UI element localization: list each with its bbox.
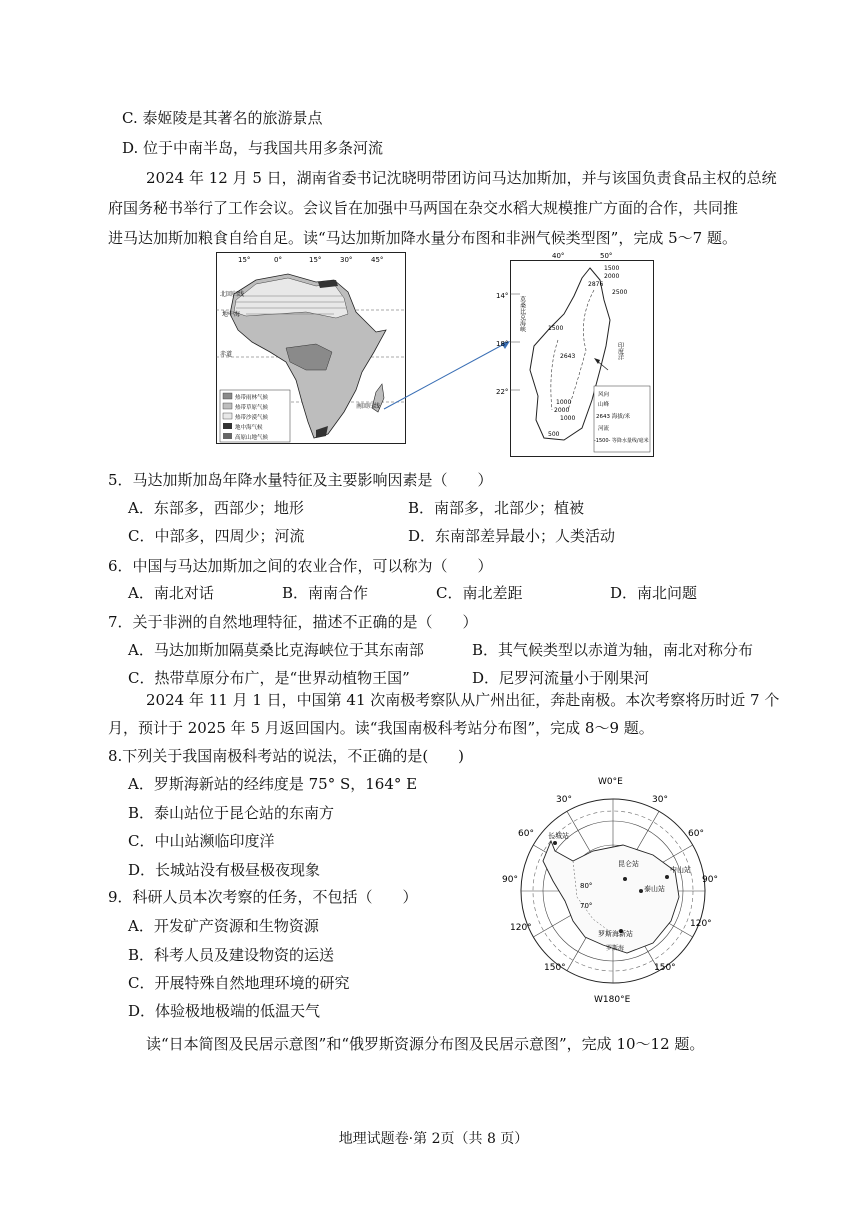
legend-4: 地中海气候 (235, 425, 263, 431)
intro3: 读“日本简图及民居示意图”和“俄罗斯资源分布图及民居示意图”，完成 10～12 题。 (146, 1035, 705, 1053)
mad-lat-1: 14° (496, 292, 509, 300)
label-w180e: W180°E (594, 995, 631, 1005)
legend-5: 高原山地气候 (235, 435, 269, 441)
deg-30-left: 30° (556, 795, 572, 805)
q5-option-d: D．东南部差异最小；人类活动 (408, 527, 616, 545)
madagascar-precip-map (496, 250, 656, 462)
page-footer: 地理试题卷·第 2页（共 8 页） (338, 1131, 529, 1147)
mad-lat-2: 18° (496, 340, 509, 348)
lat-70: 70° (580, 902, 593, 910)
isohyet-3: 2500 (612, 289, 628, 296)
q8-option-d: D．长城站没有极昼极夜现象 (128, 861, 321, 879)
station-kunlun: 昆仑站 (618, 860, 639, 868)
mad-lon-1: 40° (552, 252, 565, 260)
deg-90-left: 90° (502, 875, 518, 885)
isohyet-2: 2000 (604, 273, 620, 280)
q7-option-b: B．其气候类型以赤道为轴，南北对称分布 (472, 641, 754, 659)
isohyet-8: 500 (548, 431, 560, 438)
q8-option-c: C．中山站濒临印度洋 (128, 832, 275, 850)
intro1-line3: 进马达加斯加粮食自给自足。读“马达加斯加降水量分布图和非洲气候类型图”，完成 5～7 题。 (108, 229, 737, 247)
mad-legend-1: 风向 (598, 392, 610, 398)
q8-option-b: B．泰山站位于昆仑站的东南方 (128, 804, 335, 822)
peak-1: 2876 (588, 281, 604, 288)
legend-2: 热带草原气候 (235, 405, 269, 411)
mad-legend-4: 河流 (598, 426, 610, 432)
label-equator: 赤道 (220, 351, 233, 358)
q6-stem: 6．中国与马达加斯加之间的农业合作，可以称为（ ） (108, 557, 493, 575)
deg-90-right: 90° (702, 875, 718, 885)
q5-option-a: A．东部多，西部少；地形 (128, 499, 304, 517)
station-great-wall: 长城站 (548, 832, 569, 840)
deg-60-right: 60° (688, 829, 704, 839)
label-indian-ocean: 印度洋 (616, 342, 624, 360)
peak-2: 2643 (560, 353, 576, 360)
isohyet-1: 1500 (604, 265, 620, 272)
label-mozambique-channel: 莫桑比克海峡 (518, 296, 526, 332)
q6-option-b: B．南南合作 (282, 584, 369, 602)
intro1-line1: 2024 年 12 月 5 日，湖南省委书记沈晓明带团访问马达加斯加，并与该国负责食品主权的总统 (146, 169, 777, 187)
q9-option-b: B．科考人员及建设物资的运送 (128, 946, 335, 964)
mad-legend-3: 2643 海拔/米 (596, 414, 631, 420)
label-mediterranean: 地中海 (222, 311, 241, 318)
connector-arrow (380, 335, 515, 419)
q7-option-a: A．马达加斯加隔莫桑比克海峡位于其东南部 (128, 641, 424, 659)
lon-label-3: 15° (309, 256, 322, 264)
label-ross-sea: 罗斯海 (606, 945, 625, 952)
q8-stem: 8.下列关于我国南极科考站的说法，不正确的是( ) (108, 747, 465, 765)
q7-option-d: D．尼罗河流量小于刚果河 (472, 669, 650, 687)
deg-150-left: 150° (544, 963, 566, 973)
isohyet-4: 1500 (548, 325, 564, 332)
q9-stem: 9．科研人员本次考察的任务，不包括（ ） (108, 888, 418, 906)
station-zhongshan: 中山站 (670, 866, 691, 874)
q6-option-c: C．南北差距 (436, 584, 523, 602)
madagascar-legend (594, 386, 650, 452)
lon-label-4: 30° (340, 256, 353, 264)
lat-80: 80° (580, 882, 593, 890)
deg-30-right: 30° (652, 795, 668, 805)
africa-climate-map (216, 252, 406, 448)
q5-stem: 5．马达加斯加岛年降水量特征及主要影响因素是（ ） (108, 471, 493, 489)
mad-legend-5: -1500- 等降水量线/毫米 (594, 438, 649, 444)
intro1-line2: 府国务秘书举行了工作会议。会议旨在加强中马两国在杂交水稻大规模推广方面的合作，共同推 (108, 199, 739, 217)
antarctic-station-map (498, 774, 728, 1008)
prev-option-c: C. 泰姬陵是其著名的旅游景点 (122, 109, 323, 127)
q5-option-c: C．中部多，四周少；河流 (128, 527, 305, 545)
label-tropic-north: 北回归线 (220, 291, 245, 298)
q6-option-d: D．南北问题 (610, 584, 698, 602)
deg-120-right: 120° (690, 919, 712, 929)
q5-option-b: B．南部多，北部少；植被 (408, 499, 585, 517)
lon-label-1: 15° (238, 256, 251, 264)
isohyet-5: 1000 (556, 399, 572, 406)
legend-1: 热带雨林气候 (235, 395, 269, 401)
station-taishan: 泰山站 (644, 885, 665, 893)
mad-legend-2: 山峰 (598, 402, 610, 408)
q9-option-d: D．体验极地极端的低温天气 (128, 1002, 321, 1020)
intro2-line2: 月，预计于 2025 年 5 月返回国内。读“我国南极科考站分布图”，完成 8～9 题。 (108, 719, 654, 737)
mad-lon-2: 50° (600, 252, 613, 260)
q8-option-a: A．罗斯海新站的经纬度是 75° S，164° E (128, 775, 418, 793)
intro2-line1: 2024 年 11 月 1 日，中国第 41 次南极考察队从广州出征，奔赴南极。本次考察将历时近 7 个 (146, 691, 780, 709)
station-ross-sea: 罗斯海新站 (598, 930, 633, 938)
legend-3: 热带沙漠气候 (235, 415, 269, 421)
lon-label-2: 0° (274, 256, 282, 264)
q7-option-c: C．热带草原分布广，是“世界动植物王国” (128, 669, 410, 687)
isohyet-6: 2000 (554, 407, 570, 414)
lon-label-5: 45° (371, 256, 384, 264)
deg-60-left: 60° (518, 829, 534, 839)
q9-option-a: A．开发矿产资源和生物资源 (128, 917, 319, 935)
isohyet-7: 1000 (560, 415, 576, 422)
q9-option-c: C．开展特殊自然地理环境的研究 (128, 974, 350, 992)
mad-lat-3: 22° (496, 388, 509, 396)
deg-120-left: 120° (510, 923, 532, 933)
deg-150-right: 150° (654, 963, 676, 973)
prev-option-d: D. 位于中南半岛，与我国共用多条河流 (122, 139, 384, 157)
label-w0e: W0°E (598, 777, 623, 787)
label-tropic-south: 南回归线 (356, 403, 381, 410)
q7-stem: 7．关于非洲的自然地理特征，描述不正确的是（ ） (108, 613, 478, 631)
q6-option-a: A．南北对话 (128, 584, 214, 602)
africa-legend (220, 390, 290, 442)
